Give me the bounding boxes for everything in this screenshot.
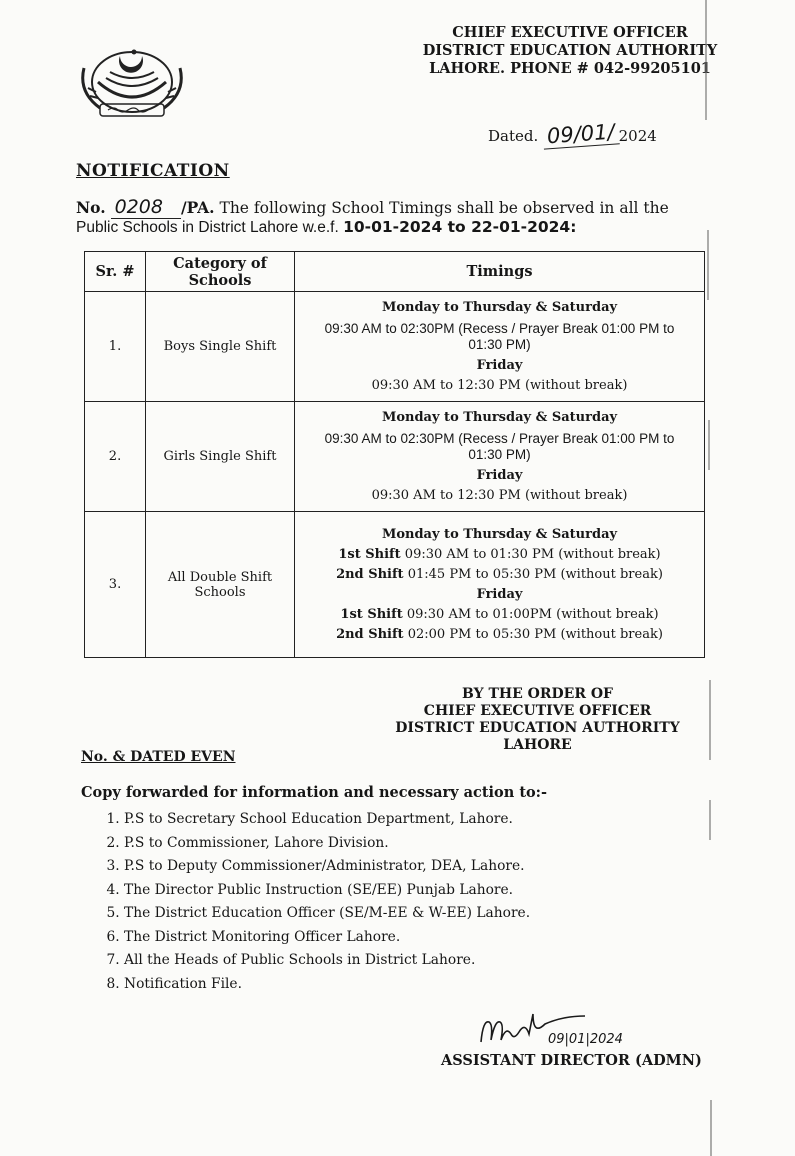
list-item: 6. The District Monitoring Officer Lahore. xyxy=(124,926,530,950)
row-category: Boys Single Shift xyxy=(146,292,295,402)
timing-value xyxy=(295,605,704,625)
order-line: BY THE ORDER OF xyxy=(462,686,613,702)
dated-year: 2024 xyxy=(618,127,657,145)
no-dated-even: No. & DATED EVEN xyxy=(81,749,236,765)
row-timings xyxy=(295,512,705,658)
list-item: 7. All the Heads of Public Schools in District Lahore. xyxy=(124,949,530,973)
row-timings xyxy=(295,292,705,402)
shift-time: 01:45 PM to 05:30 PM (without break) xyxy=(407,566,663,582)
timing-days: Monday to Thursday & Saturday xyxy=(381,526,618,542)
by-order-block xyxy=(380,686,695,754)
table-row xyxy=(85,512,705,658)
notification-text: The following School Timings shall be observed in all the xyxy=(214,199,669,217)
shift-label: Shift xyxy=(367,606,403,622)
school-timings-table xyxy=(84,251,705,658)
number-suffix: /PA. xyxy=(180,198,215,217)
shift-ordinal: 1st xyxy=(338,546,361,562)
shift-label: Shift xyxy=(368,626,404,642)
notification-line-2 xyxy=(76,218,576,237)
effective-dates: 10-01-2024 to 22-01-2024: xyxy=(343,218,577,236)
notification-title: NOTIFICATION xyxy=(76,161,230,181)
row-category: Girls Single Shift xyxy=(146,402,295,512)
shift-ordinal: 1st xyxy=(340,606,363,622)
header-line: DISTRICT EDUCATION AUTHORITY xyxy=(422,42,718,59)
shift-time: 09:30 AM to 01:30 PM (without break) xyxy=(404,546,661,562)
header-line: LAHORE. PHONE # 042-99205101 xyxy=(429,60,711,77)
list-item: 2. P.S to Commissioner, Lahore Division. xyxy=(124,832,530,856)
list-item: 1. P.S to Secretary School Education Department, Lahore. xyxy=(124,808,530,832)
punjab-government-logo xyxy=(78,38,186,122)
header-category: Category of Schools xyxy=(146,252,295,292)
copy-list xyxy=(82,808,530,996)
order-line: LAHORE xyxy=(503,737,572,753)
notification-number: 0208 xyxy=(111,196,181,219)
list-item: 4. The Director Public Instruction (SE/EE) Punjab Lahore. xyxy=(124,879,530,903)
header-line: CHIEF EXECUTIVE OFFICER xyxy=(452,24,688,41)
timing-value xyxy=(295,545,704,565)
shift-ordinal: 2nd xyxy=(336,566,364,582)
row-category: All Double Shift Schools xyxy=(146,512,295,658)
table-row xyxy=(85,292,705,402)
row-sr: 2. xyxy=(85,402,146,512)
list-item: 5. The District Education Officer (SE/M-EE & W-EE) Lahore. xyxy=(124,902,530,926)
table-header-row xyxy=(85,252,705,292)
notification-line-1 xyxy=(76,196,716,218)
list-item: 3. P.S to Deputy Commissioner/Administrator, DEA, Lahore. xyxy=(124,855,530,879)
timing-days: Friday xyxy=(476,586,523,602)
number-label: No. xyxy=(76,198,106,217)
table-row xyxy=(85,402,705,512)
timing-days: Monday to Thursday & Saturday xyxy=(381,409,618,425)
timing-value: 09:30 AM to 12:30 PM (without break) xyxy=(371,487,628,503)
row-timings xyxy=(295,402,705,512)
header-timings: Timings xyxy=(295,252,705,292)
timing-days: Friday xyxy=(476,357,523,373)
office-header xyxy=(420,24,720,78)
row-sr: 1. xyxy=(85,292,146,402)
order-line: DISTRICT EDUCATION AUTHORITY xyxy=(395,720,680,736)
notification-text-2: Public Schools in District Lahore w.e.f. xyxy=(76,219,344,236)
timing-value xyxy=(295,565,704,585)
shift-time: 09:30 AM to 01:00PM (without break) xyxy=(406,606,659,622)
header-sr: Sr. # xyxy=(85,252,146,292)
shift-label: Shift xyxy=(368,566,404,582)
timing-days: Friday xyxy=(476,467,523,483)
timing-value: 09:30 AM to 02:30PM (Recess / Prayer Break 01:00 PM to 01:30 PM) xyxy=(324,430,675,462)
shift-time: 02:00 PM to 05:30 PM (without break) xyxy=(407,626,663,642)
copy-forwarded-heading: Copy forwarded for information and necessary action to:- xyxy=(81,784,548,801)
row-sr: 3. xyxy=(85,512,146,658)
handwritten-date: 09/01/ xyxy=(542,119,619,149)
shift-ordinal: 2nd xyxy=(336,626,364,642)
order-line: CHIEF EXECUTIVE OFFICER xyxy=(423,703,652,719)
timing-days: Monday to Thursday & Saturday xyxy=(381,299,618,315)
timing-value: 09:30 AM to 02:30PM (Recess / Prayer Break 01:00 PM to 01:30 PM) xyxy=(324,320,675,352)
list-item: 8. Notification File. xyxy=(124,973,530,997)
scan-edge-line xyxy=(700,0,712,1156)
timing-value: 09:30 AM to 12:30 PM (without break) xyxy=(371,377,628,393)
dated-label: Dated. xyxy=(488,127,539,145)
designation: ASSISTANT DIRECTOR (ADMN) xyxy=(441,1052,702,1069)
signature-date: 09|01|2024 xyxy=(548,1032,623,1047)
shift-label: Shift xyxy=(365,546,401,562)
timing-value xyxy=(295,625,704,645)
date-line xyxy=(488,119,657,149)
